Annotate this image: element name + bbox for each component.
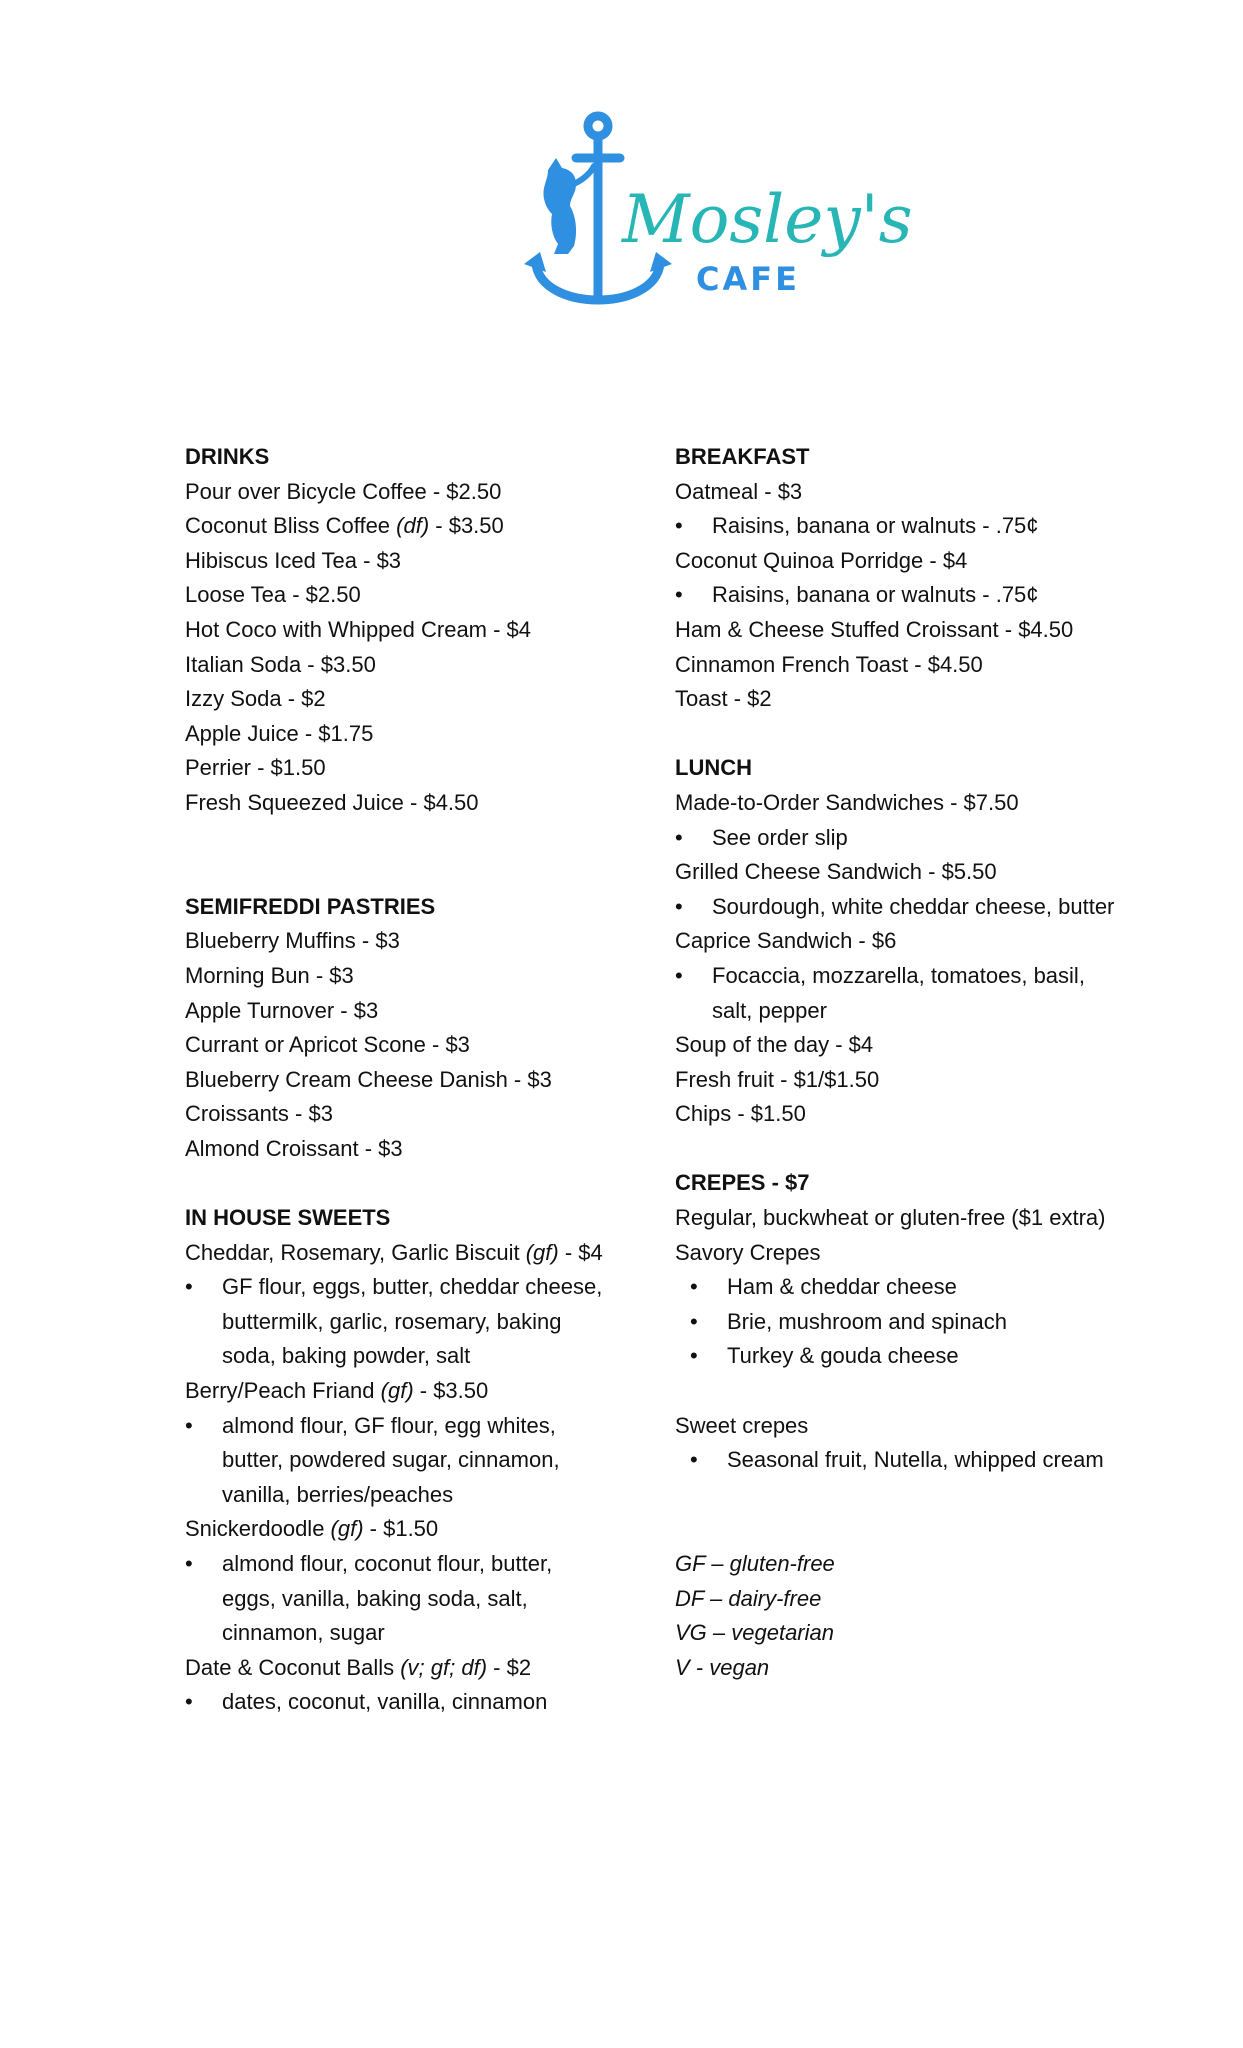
brand-name: Mosley's [622,181,913,258]
list-item: Cinnamon French Toast - $4.50 [675,651,983,677]
crepe-item: • Turkey & gouda cheese [675,1339,1145,1374]
crepe-item: • Seasonal fruit, Nutella, whipped cream [675,1443,1145,1478]
lunch-heading: LUNCH [675,755,752,781]
bullet-icon: • [675,893,683,919]
ingredient-line: cinnamon, sugar [222,1620,385,1646]
list-item: Ham & Cheese Stuffed Croissant - $4.50 [675,616,1074,642]
ingredient-line: • almond flour, GF flour, egg whites, [185,1409,625,1444]
list-item: Cheddar, Rosemary, Garlic Biscuit (gf) - $4 [185,1239,603,1265]
crepe-types: Regular, buckwheat or gluten-free ($1 extra) [675,1205,1106,1231]
crepe-item: • Ham & cheddar cheese [675,1270,1145,1305]
ingredient-line: • almond flour, coconut flour, butter, [185,1547,625,1582]
list-item: Italian Soda - $3.50 [185,651,376,677]
bullet-icon: • [690,1447,698,1473]
left-column [185,440,625,1720]
ingredient-line: • GF flour, eggs, butter, cheddar cheese, [185,1270,625,1305]
legend-item: V - vegan [675,1654,770,1680]
crepes-heading: CREPES - $7 [675,1170,810,1196]
drinks-list [185,475,625,821]
list-item: Caprice Sandwich - $6 [675,928,897,954]
legend-item: VG – vegetarian [675,1620,834,1646]
list-item: Almond Croissant - $3 [185,1135,403,1161]
list-item: Izzy Soda - $2 [185,686,326,712]
list-item: Perrier - $1.50 [185,755,326,781]
list-item: Apple Turnover - $3 [185,997,379,1023]
list-item: Loose Tea - $2.50 [185,582,361,608]
ingredient-line: • dates, coconut, vanilla, cinnamon [185,1685,625,1720]
list-item: Coconut Quinoa Porridge - $4 [675,547,968,573]
bullet-icon: • [675,962,683,988]
list-item: Toast - $2 [675,686,772,712]
list-item: Fresh fruit - $1/$1.50 [675,1066,880,1092]
option-line: • See order slip [675,821,1145,856]
legend-item: GF – gluten-free [675,1551,835,1576]
mosleys-cafe-logo [518,112,913,334]
ingredient-line: buttermilk, garlic, rosemary, baking [222,1308,562,1334]
bullet-icon: • [690,1274,698,1300]
list-item: Blueberry Cream Cheese Danish - $3 [185,1066,552,1092]
sweet-crepes-label: Sweet crepes [675,1412,809,1438]
list-item: Pour over Bicycle Coffee - $2.50 [185,478,502,504]
list-item: Oatmeal - $3 [675,478,803,504]
bullet-icon: • [185,1274,193,1300]
list-item: Morning Bun - $3 [185,962,354,988]
list-item: Soup of the day - $4 [675,1032,874,1058]
bullet-icon: • [185,1689,193,1715]
ingredient-line: butter, powdered sugar, cinnamon, [222,1447,560,1473]
list-item: Date & Coconut Balls (v; gf; df) - $2 [185,1654,532,1680]
option-line: • Sourdough, white cheddar cheese, butter [675,890,1145,925]
list-item: Croissants - $3 [185,1101,333,1127]
list-item: Fresh Squeezed Juice - $4.50 [185,789,479,815]
bullet-icon: • [690,1343,698,1369]
bullet-icon: • [675,513,683,539]
list-item: Hot Coco with Whipped Cream - $4 [185,616,532,642]
list-item: Snickerdoodle (gf) - $1.50 [185,1516,439,1542]
list-item: Berry/Peach Friand (gf) - $3.50 [185,1378,489,1404]
legend [675,1547,1145,1685]
option-line: • Raisins, banana or walnuts - .75¢ [675,509,1145,544]
drinks-heading: DRINKS [185,444,270,469]
crepe-item: • Brie, mushroom and spinach [675,1305,1145,1340]
bullet-icon: • [675,582,683,608]
list-item: Apple Juice - $1.75 [185,720,374,746]
list-item: Currant or Apricot Scone - $3 [185,1032,470,1058]
ingredient-line: vanilla, berries/peaches [222,1481,454,1507]
sweets-heading: IN HOUSE SWEETS [185,1205,391,1231]
ingredient-line: soda, baking powder, salt [222,1343,471,1369]
pastries-heading: SEMIFREDDI PASTRIES [185,893,436,919]
legend-item: DF – dairy-free [675,1585,822,1611]
right-column [675,440,1145,1685]
savory-crepes-label: Savory Crepes [675,1239,821,1265]
option-line: • Focaccia, mozzarella, tomatoes, basil, [675,959,1145,994]
breakfast-heading: BREAKFAST [675,444,810,469]
bullet-icon: • [185,1551,193,1576]
option-line: salt, pepper [712,997,827,1023]
ingredient-line: eggs, vanilla, baking soda, salt, [222,1585,528,1611]
list-item: Chips - $1.50 [675,1101,806,1127]
bullet-icon: • [185,1412,193,1438]
list-item: Coconut Bliss Coffee (df) - $3.50 [185,513,504,539]
list-item: Made-to-Order Sandwiches - $7.50 [675,789,1019,815]
bullet-icon: • [675,824,683,850]
option-line: • Raisins, banana or walnuts - .75¢ [675,578,1145,613]
list-item: Grilled Cheese Sandwich - $5.50 [675,859,997,885]
brand-sub: CAFE [696,260,800,298]
list-item: Blueberry Muffins - $3 [185,928,400,954]
bullet-icon: • [690,1308,698,1334]
list-item: Hibiscus Iced Tea - $3 [185,547,402,573]
